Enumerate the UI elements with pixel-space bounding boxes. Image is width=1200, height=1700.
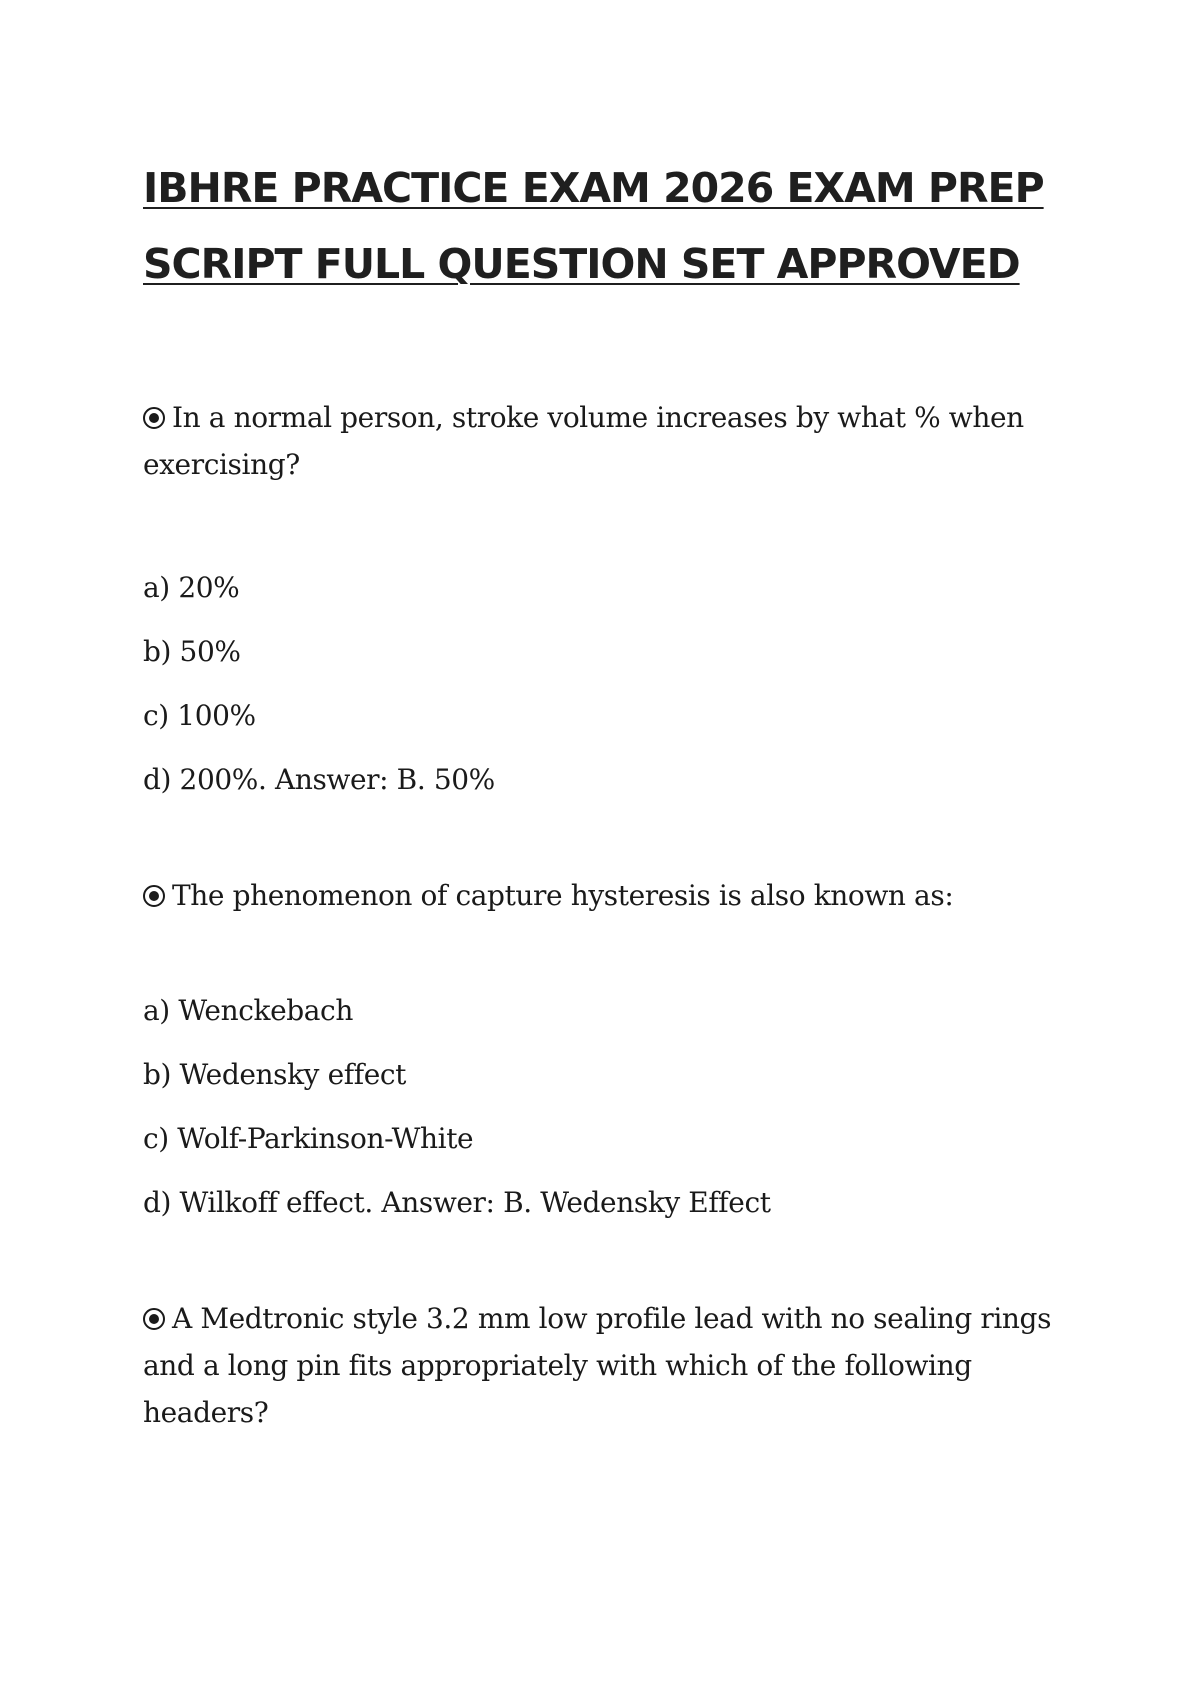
radio-bullet-icon <box>143 885 165 907</box>
option-item: a) 20% <box>143 571 240 604</box>
option-item: d) Wilkoff effect. Answer: B. Wedensky Effect <box>143 1186 771 1219</box>
question-1-text: In a normal person, stroke volume increases by what % when exercising? <box>143 401 1024 481</box>
option-item: a) Wenckebach <box>143 994 353 1027</box>
title-line-1: IBHRE PRACTICE EXAM 2026 EXAM PREP <box>143 164 1044 212</box>
radio-bullet-icon <box>143 1308 165 1330</box>
question-3-text: A Medtronic style 3.2 mm low profile lead with no sealing rings and a long pin fits appropriately with which of the following headers? <box>143 1302 1052 1429</box>
question-1 <box>143 394 1083 488</box>
question-1-options <box>143 556 1083 812</box>
option-item: d) 200%. Answer: B. 50% <box>143 763 495 796</box>
option-item: c) 100% <box>143 699 256 732</box>
option-item: c) Wolf-Parkinson-White <box>143 1122 474 1155</box>
option-item: b) Wedensky effect <box>143 1058 406 1091</box>
question-3 <box>143 1295 1083 1436</box>
question-2-options <box>143 979 1083 1235</box>
title-line-2: SCRIPT FULL QUESTION SET APPROVED <box>143 240 1020 288</box>
question-2-text: The phenomenon of capture hysteresis is also known as: <box>172 879 954 912</box>
radio-bullet-icon <box>143 407 165 429</box>
question-2 <box>143 872 1083 919</box>
document-title <box>143 150 1083 302</box>
option-item: b) 50% <box>143 635 241 668</box>
document-page <box>143 150 1083 1436</box>
